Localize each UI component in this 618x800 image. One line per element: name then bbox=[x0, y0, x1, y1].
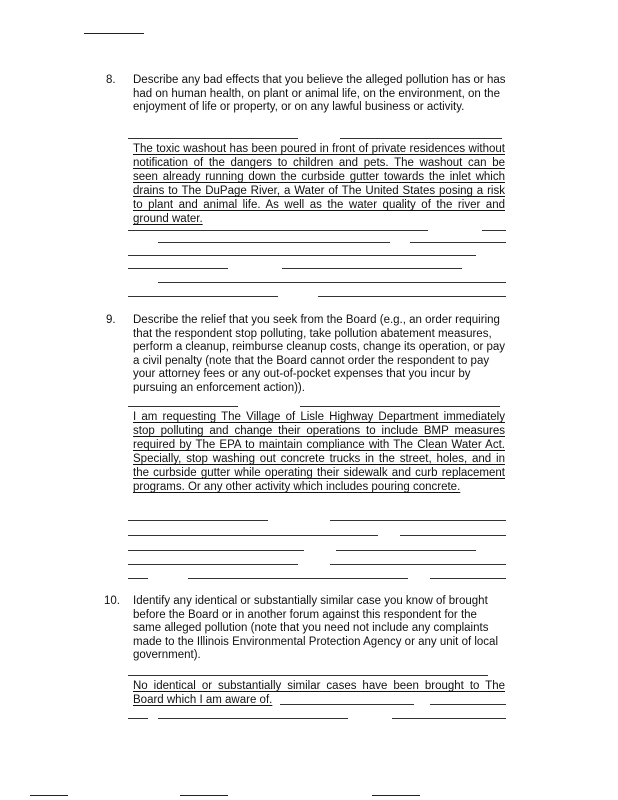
answer-line bbox=[128, 535, 378, 536]
answer-line bbox=[482, 230, 506, 231]
answer-line bbox=[340, 138, 502, 139]
answer-line bbox=[280, 704, 414, 705]
answer-line bbox=[430, 704, 506, 705]
question-8-number: 8. bbox=[106, 74, 116, 86]
question-10-answer: No identical or substantially similar cases have been brought to The Board which I am aware of. bbox=[133, 680, 505, 706]
answer-line bbox=[128, 296, 278, 297]
answer-line bbox=[128, 138, 298, 139]
answer-line bbox=[318, 296, 506, 297]
answer-line bbox=[410, 242, 506, 243]
answer-line bbox=[128, 675, 488, 676]
question-9-prompt: Describe the relief that you seek from the Board (e.g., an order requiring that the respondent stop polluting, take pollution abatement measures, perform a cleanup, reimburse cleanup costs, change its operation, or pay a civil penalty (note that the Board cannot order the respondent to pay your attorney fees or any out-of-pocket expenses that you incur by pursuing an enforcement action)). bbox=[133, 314, 506, 394]
answer-line bbox=[128, 520, 268, 521]
answer-line bbox=[300, 406, 500, 407]
answer-line bbox=[128, 255, 476, 256]
answer-line bbox=[188, 578, 408, 579]
answer-line bbox=[128, 578, 148, 579]
question-8-answer: The toxic washout has been poured in front of private residences without notification of the dangers to children and pets. The washout can be seen already running down the curbside gutter towards the inlet which drains to The DuPage River, a Water of The United States posing a risk to plant and animal life. As well as the water quality of the river and ground water. bbox=[133, 143, 505, 225]
footer-rule-left bbox=[30, 795, 68, 796]
answer-line bbox=[282, 268, 462, 269]
answer-line bbox=[336, 550, 476, 551]
answer-line bbox=[128, 550, 304, 551]
header-rule bbox=[84, 33, 144, 34]
answer-line bbox=[158, 282, 506, 283]
answer-line bbox=[128, 406, 238, 407]
answer-line bbox=[430, 578, 506, 579]
answer-line bbox=[128, 718, 148, 719]
footer-rule-right bbox=[372, 795, 420, 796]
footer-rule-center bbox=[180, 795, 228, 796]
question-10-prompt: Identify any identical or substantially similar case you know of brought before the Board or in another forum against this respondent for the same alleged pollution (note that you need not include any complaints made to the Illinois Environmental Protection Agency or any unit of local government). bbox=[133, 595, 499, 661]
answer-line bbox=[158, 242, 390, 243]
answer-line bbox=[158, 718, 348, 719]
question-8-prompt: Describe any bad effects that you believe the alleged pollution has or has had on human health, on plant or animal life, on the environment, on the enjoyment of life or property, or on any lawful business or activity. bbox=[133, 74, 506, 113]
answer-line bbox=[128, 268, 228, 269]
answer-line bbox=[400, 535, 506, 536]
answer-line bbox=[330, 564, 506, 565]
answer-line bbox=[128, 564, 298, 565]
answer-line bbox=[128, 230, 428, 231]
question-9-number: 9. bbox=[106, 314, 116, 326]
answer-line bbox=[392, 718, 506, 719]
question-9-answer: I am requesting The Village of Lisle Highway Department immediately stop polluting and change their operations to include BMP measures required by The EPA to maintain compliance with The Clean Water Act. Specially, stop washing out concrete trucks in the street, holes, and in the curbside gutter while operating their sidewalk and curb replacement programs. Or any other activity which includes pouring concrete. bbox=[133, 411, 505, 493]
answer-line bbox=[330, 520, 506, 521]
question-10-number: 10. bbox=[104, 595, 120, 607]
